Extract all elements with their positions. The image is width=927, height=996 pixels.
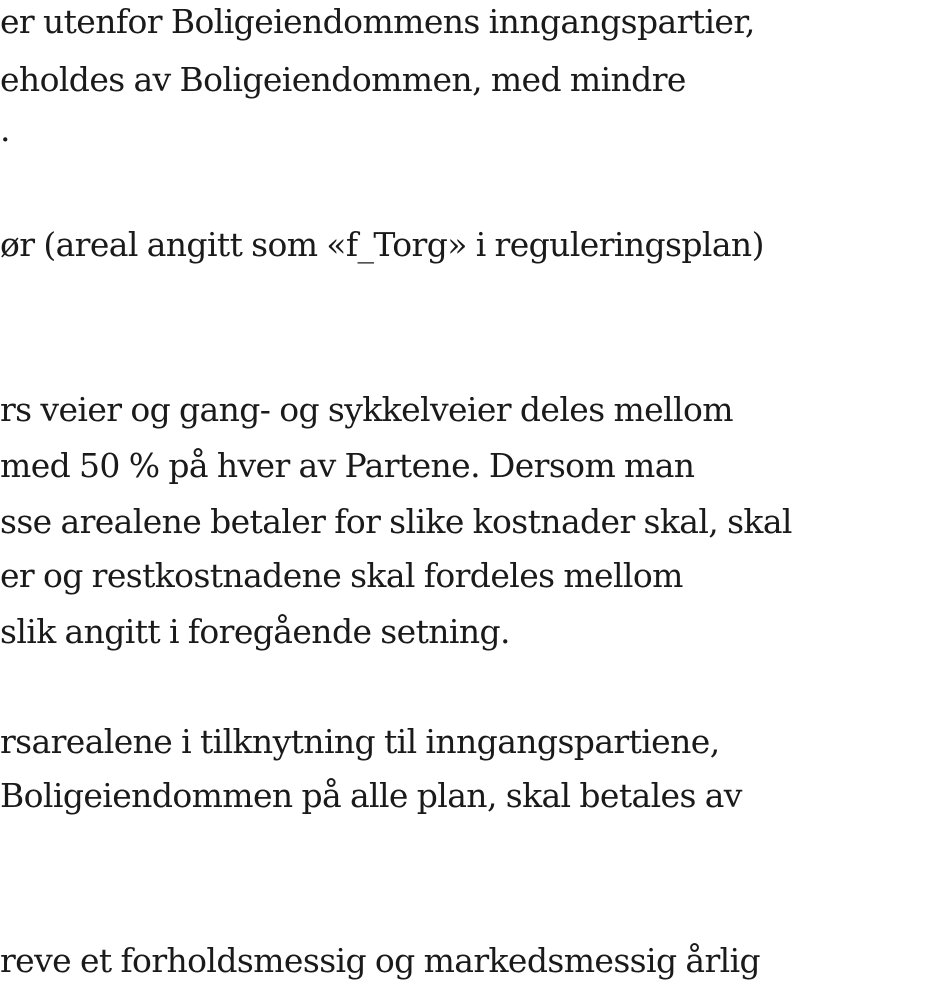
text-line: . — [0, 110, 10, 149]
text-line: er og restkostnadene skal fordeles mellom — [0, 556, 683, 595]
text-line: reve et forholdsmessig og markedsmessig årlig — [0, 941, 761, 980]
text-line: eholdes av Boligeiendommen, med mindre — [0, 60, 686, 99]
text-line: ør (areal angitt som «f_Torg» i reguleringsplan) — [0, 225, 764, 264]
text-line: slik angitt i foregående setning. — [0, 612, 510, 651]
text-line: sse arealene betaler for slike kostnader skal, skal — [0, 502, 792, 541]
text-line: Boligeiendommen på alle plan, skal betales av — [0, 776, 742, 815]
text-line: rs veier og gang- og sykkelveier deles mellom — [0, 390, 733, 429]
text-line: med 50 % på hver av Partene. Dersom man — [0, 446, 695, 485]
text-line: rsarealene i tilknytning til inngangspartiene, — [0, 722, 720, 761]
text-line: er utenfor Boligeiendommens inngangspartier, — [0, 2, 755, 41]
